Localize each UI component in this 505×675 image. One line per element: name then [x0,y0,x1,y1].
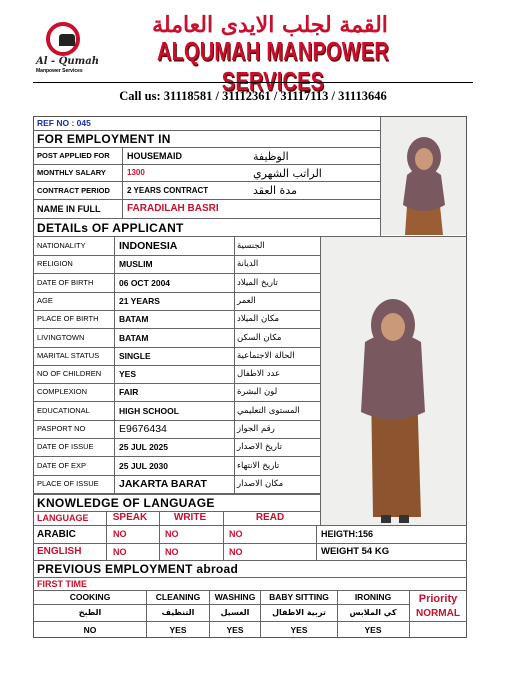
skill-value-0: NO [83,625,97,636]
company-name-english: ALQUMAH MANPOWER SERVICES [156,38,390,97]
applicant-full-body-photo [321,237,466,525]
contract-ar: مدة العقد [253,184,297,197]
detail-ar-8: لون البشرة [237,386,278,397]
detail-value-13: JAKARTA BARAT [119,477,207,490]
company-name-arabic: القمة لجلب الايدى العاملة [152,12,388,38]
detail-ar-3: العمر [237,295,256,306]
detail-label-13: PLACE OF ISSUE [37,479,99,489]
lang-arabic-write: NO [165,529,179,539]
full-body-figure-icon [321,237,466,525]
name-value: FARADILAH BASRI [127,203,219,214]
lang-english-write: NO [165,546,179,557]
skill-header-ar-1: التنظيف [161,607,195,617]
lang-header-read: READ [255,512,285,523]
salary-ar: الراتب الشهري [253,166,322,180]
detail-ar-5: مكان السكن [237,332,282,343]
employment-section-title: FOR EMPLOYMENT IN [37,132,171,146]
detail-ar-6: الحالة الاجتماعية [237,350,295,361]
detail-label-1: RELIGION [37,259,73,269]
logo-name: Al - Qumah [36,56,99,67]
first-time-label: FIRST TIME [37,578,87,589]
skill-value-3: YES [290,625,308,636]
header-divider [33,82,473,83]
detail-value-0: INDONESIA [119,239,178,252]
previous-employment-title: PREVIOUS EMPLOYMENT abroad [37,562,239,576]
skill-value-4: YES [364,625,382,636]
company-logo [36,22,98,76]
salary-value: 1300 [127,168,145,177]
detail-ar-12: تاريخ الانتهاء [237,460,280,471]
detail-value-4: BATAM [119,313,149,324]
detail-label-11: DATE OF ISSUE [37,442,94,452]
language-section-title: KNOWLEDGE OF LANGUAGE [37,496,215,510]
lang-header-language: LANGUAGE [37,512,89,523]
detail-value-11: 25 JUL 2025 [119,441,168,452]
detail-label-9: EDUCATIONAL [37,406,90,416]
skill-header-4: IRONING [354,592,392,603]
detail-ar-7: عدد الاطفال [237,368,281,379]
skill-header-0: COOKING [69,592,111,603]
name-label: NAME IN FULL [37,203,101,214]
post-applied-label: POST APPLIED FOR [37,151,110,161]
detail-value-5: BATAM [119,332,149,343]
post-applied-value: HOUSEMAID [127,150,183,161]
detail-label-3: AGE [37,296,53,306]
detail-value-2: 06 OCT 2004 [119,277,171,288]
contract-label: CONTRACT PERIOD [37,185,110,195]
lang-arabic-speak: NO [113,529,127,539]
skill-header-2: WASHING [214,592,256,603]
priority-value: NORMAL [416,608,460,619]
detail-label-5: LIVINGTOWN [37,333,85,343]
detail-value-10: E9676434 [119,422,167,435]
skill-value-1: YES [169,625,187,636]
skill-header-ar-2: الغسيل [220,607,250,617]
detail-ar-2: تاريخ الميلاد [237,277,278,288]
detail-ar-0: الجنسية [237,240,265,251]
detail-label-12: DATE OF EXP [37,461,87,471]
applicant-height: HEIGTH:156 [321,529,374,539]
detail-label-10: PASPORT NO [37,424,86,434]
skill-header-3: BABY SITTING [269,592,329,603]
priority-label: Priority [418,592,458,605]
details-section-title: DETAILs OF APPLICANT [37,220,184,235]
lang-english-read: NO [229,546,243,557]
detail-value-6: SINGLE [119,350,151,361]
detail-label-0: NATIONALITY [37,241,86,251]
detail-value-3: 21 YEARS [119,295,160,306]
lang-header-speak: SPEAK [112,512,148,523]
detail-ar-4: مكان الميلاد [237,313,280,324]
skill-header-1: CLEANING [155,592,201,603]
detail-ar-10: رقم الجواز [237,423,275,434]
detail-value-1: MUSLIM [119,258,153,269]
lang-arabic: ARABIC [37,528,76,540]
detail-ar-1: الديانة [237,258,259,269]
detail-label-6: MARITAL STATUS [37,351,100,361]
detail-ar-13: مكان الاصدار [237,478,284,489]
contract-value: 2 YEARS CONTRACT [127,185,209,195]
skill-value-2: YES [226,625,244,636]
lang-arabic-read: NO [229,529,243,539]
skill-header-ar-3: تربية الاطفال [272,607,326,617]
lang-english-speak: NO [113,546,127,557]
salary-label: MONTHLY SALARY [37,168,106,178]
logo-subtitle: Manpower Services [36,68,83,74]
ref-number: REF NO : 045 [37,118,91,129]
detail-value-12: 25 JUL 2030 [119,460,168,471]
skill-header-ar-4: كي الملابس [349,607,397,617]
detail-label-4: PLACE OF BIRTH [37,314,99,324]
detail-label-7: NO OF CHILDREN [37,369,102,379]
detail-label-8: COMPLEXION [37,387,88,397]
logo-emblem-icon [46,22,80,56]
skill-header-ar-0: الطبخ [78,607,102,617]
lang-header-write: WRITE [173,512,207,523]
portrait-figure-icon [381,117,466,235]
detail-value-8: FAIR [119,386,139,397]
detail-label-2: DATE OF BIRTH [37,278,94,288]
detail-ar-9: المستوى التعليمي [237,405,300,416]
lang-english: ENGLISH [37,546,82,557]
applicant-weight: WEIGHT 54 KG [321,546,390,558]
detail-value-9: HIGH SCHOOL [119,405,179,416]
contact-phones: Call us: 31118581 / 31112361 / 31117113 / 31113646 [119,89,387,103]
detail-value-7: YES [119,368,137,379]
applicant-portrait-photo [381,117,466,235]
detail-ar-11: تاريخ الاصدار [237,441,282,452]
post-applied-ar: الوظيفة [253,149,289,163]
